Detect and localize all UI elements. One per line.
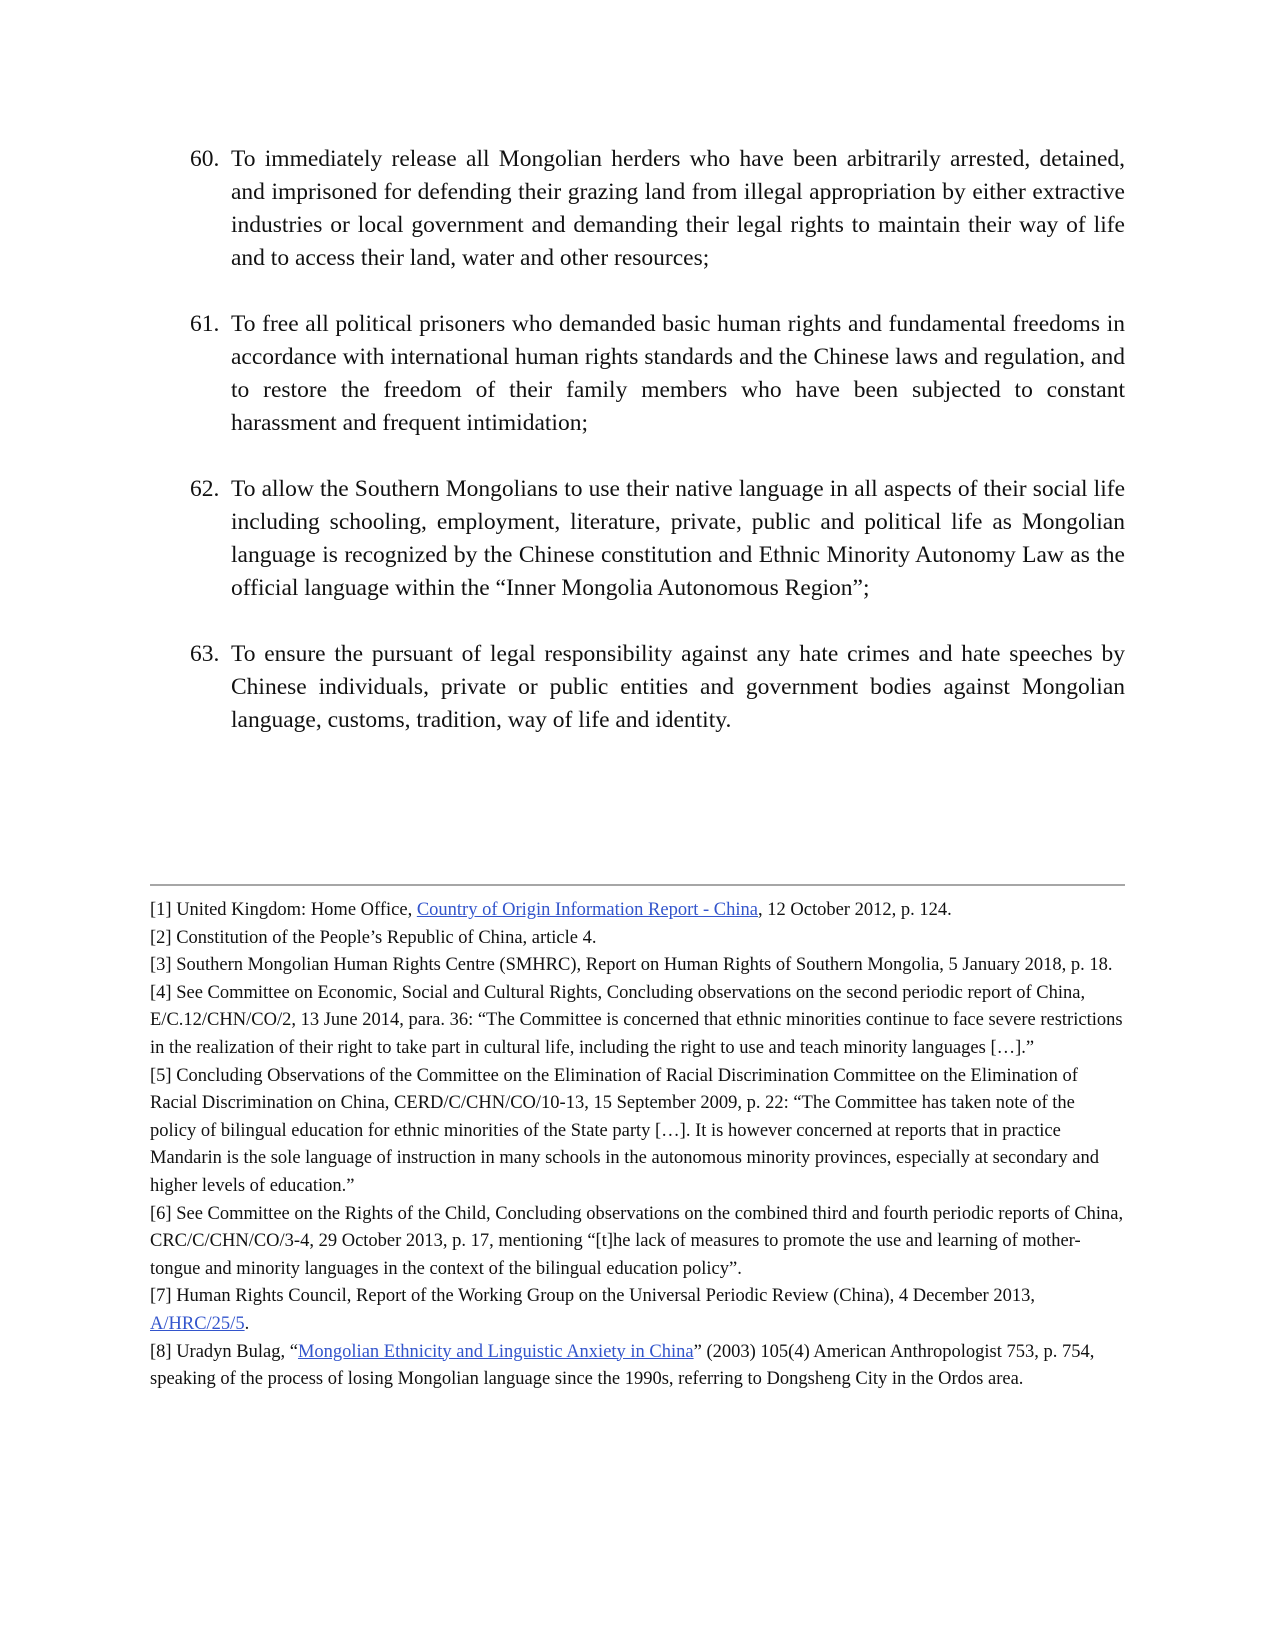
recommendation-text: To immediately release all Mongolian herders who have been arbitrarily arrested, detained, and imprisoned for defending their grazing land from illegal appropriation by either extractive industries or local government and demanding their legal rights to maintain their way of life and to access their land, water and other resources; (231, 146, 1125, 271)
recommendation-text: To ensure the pursuant of legal responsibility against any hate crimes and hate speeches by Chinese individuals, private or public entities and government bodies against Mongolian language, customs, tradition, way of life and identity. (231, 641, 1125, 733)
footnote-1 (150, 897, 1125, 925)
recommendation-61 (190, 308, 1125, 440)
recommendations-list (190, 143, 1125, 770)
footnote-text: [1] United Kingdom: Home Office, (150, 900, 417, 920)
footnote-link-bulag-article[interactable]: Mongolian Ethnicity and Linguistic Anxiety in China (297, 1341, 694, 1362)
footnote-separator (150, 884, 1125, 886)
footnote-4: [4] See Committee on Economic, Social and Cultural Rights, Concluding observations on the second periodic report of China, E/C.12/CHN/CO/2, 13 June 2014, para. 36: “The Committee is concerned that ethnic minorities continue to face severe restrictions in the realization of their right to take part in cultural life, including the right to use and teach minority languages […].” (150, 982, 1123, 1058)
footnote-text: . (244, 1313, 250, 1334)
recommendation-62 (190, 473, 1125, 605)
footnote-6: [6] See Committee on the Rights of the Child, Concluding observations on the combined third and fourth periodic reports of China, CRC/C/CHN/CO/3-4, 29 October 2013, p. 17, mentioning “[t]he lack of measures to promote the use and learning of mother-tongue and minority languages in the context of the bilingual education policy”. (150, 1203, 1124, 1279)
footnotes (150, 897, 1125, 1394)
recommendation-number: 61. (190, 311, 220, 337)
footnote-2: [2] Constitution of the People’s Republic of China, article 4. (150, 927, 597, 948)
footnote-text: ” (2003) 105(4) American Anthropologist 753, p. 754, speaking of the process of losing Mongolian language since the 1990s, referring to Dongsheng City in the Ordos area. (150, 1341, 1095, 1390)
recommendation-number: 63. (190, 641, 220, 667)
recommendation-text: To free all political prisoners who demanded basic human rights and fundamental freedoms in accordance with international human rights standards and the Chinese laws and regulation, and to restore the freedom of their family members who have been subjected to constant harassment and frequent intimidation; (231, 311, 1125, 436)
recommendation-number: 60. (190, 146, 220, 172)
footnote-text: [8] Uradyn Bulag, “ (150, 1341, 298, 1362)
footnote-link-hrc-report[interactable]: A/HRC/25/5 (150, 1313, 245, 1334)
footnote-text: [7] Human Rights Council, Report of the Working Group on the Universal Periodic Review (China), 4 December 2013, (150, 1286, 1035, 1307)
recommendation-number: 62. (190, 476, 220, 502)
footnote-3: [3] Southern Mongolian Human Rights Centre (SMHRC), Report on Human Rights of Southern Mongolia, 5 January 2018, p. 18. (150, 955, 1113, 976)
recommendation-text: To allow the Southern Mongolians to use their native language in all aspects of their social life including schooling, employment, literature, private, public and political life as Mongolian language is recognized by the Chinese constitution and Ethnic Minority Autonomy Law as the official language within the “Inner Mongolia Autonomous Region”; (231, 476, 1125, 601)
footnote-7 (150, 1283, 1125, 1338)
recommendation-63 (190, 638, 1125, 737)
footnote-8 (150, 1339, 1125, 1394)
footnote-5: [5] Concluding Observations of the Committee on the Elimination of Racial Discrimination Committee on the Elimination of Racial Discrimination on China, CERD/C/CHN/CO/10-13, 15 September 2009, p. 22: “The Committee has taken note of the policy of bilingual education for ethnic minorities of the State party […]. It is however concerned at reports that in practice Mandarin is the sole language of instruction in many schools in the autonomous minority provinces, especially at secondary and higher levels of education.” (150, 1065, 1099, 1196)
footnote-link-coi-report[interactable]: Country of Origin Information Report - China (416, 900, 758, 920)
recommendation-60 (190, 143, 1125, 275)
footnote-text: , 12 October 2012, p. 124. (758, 900, 952, 920)
